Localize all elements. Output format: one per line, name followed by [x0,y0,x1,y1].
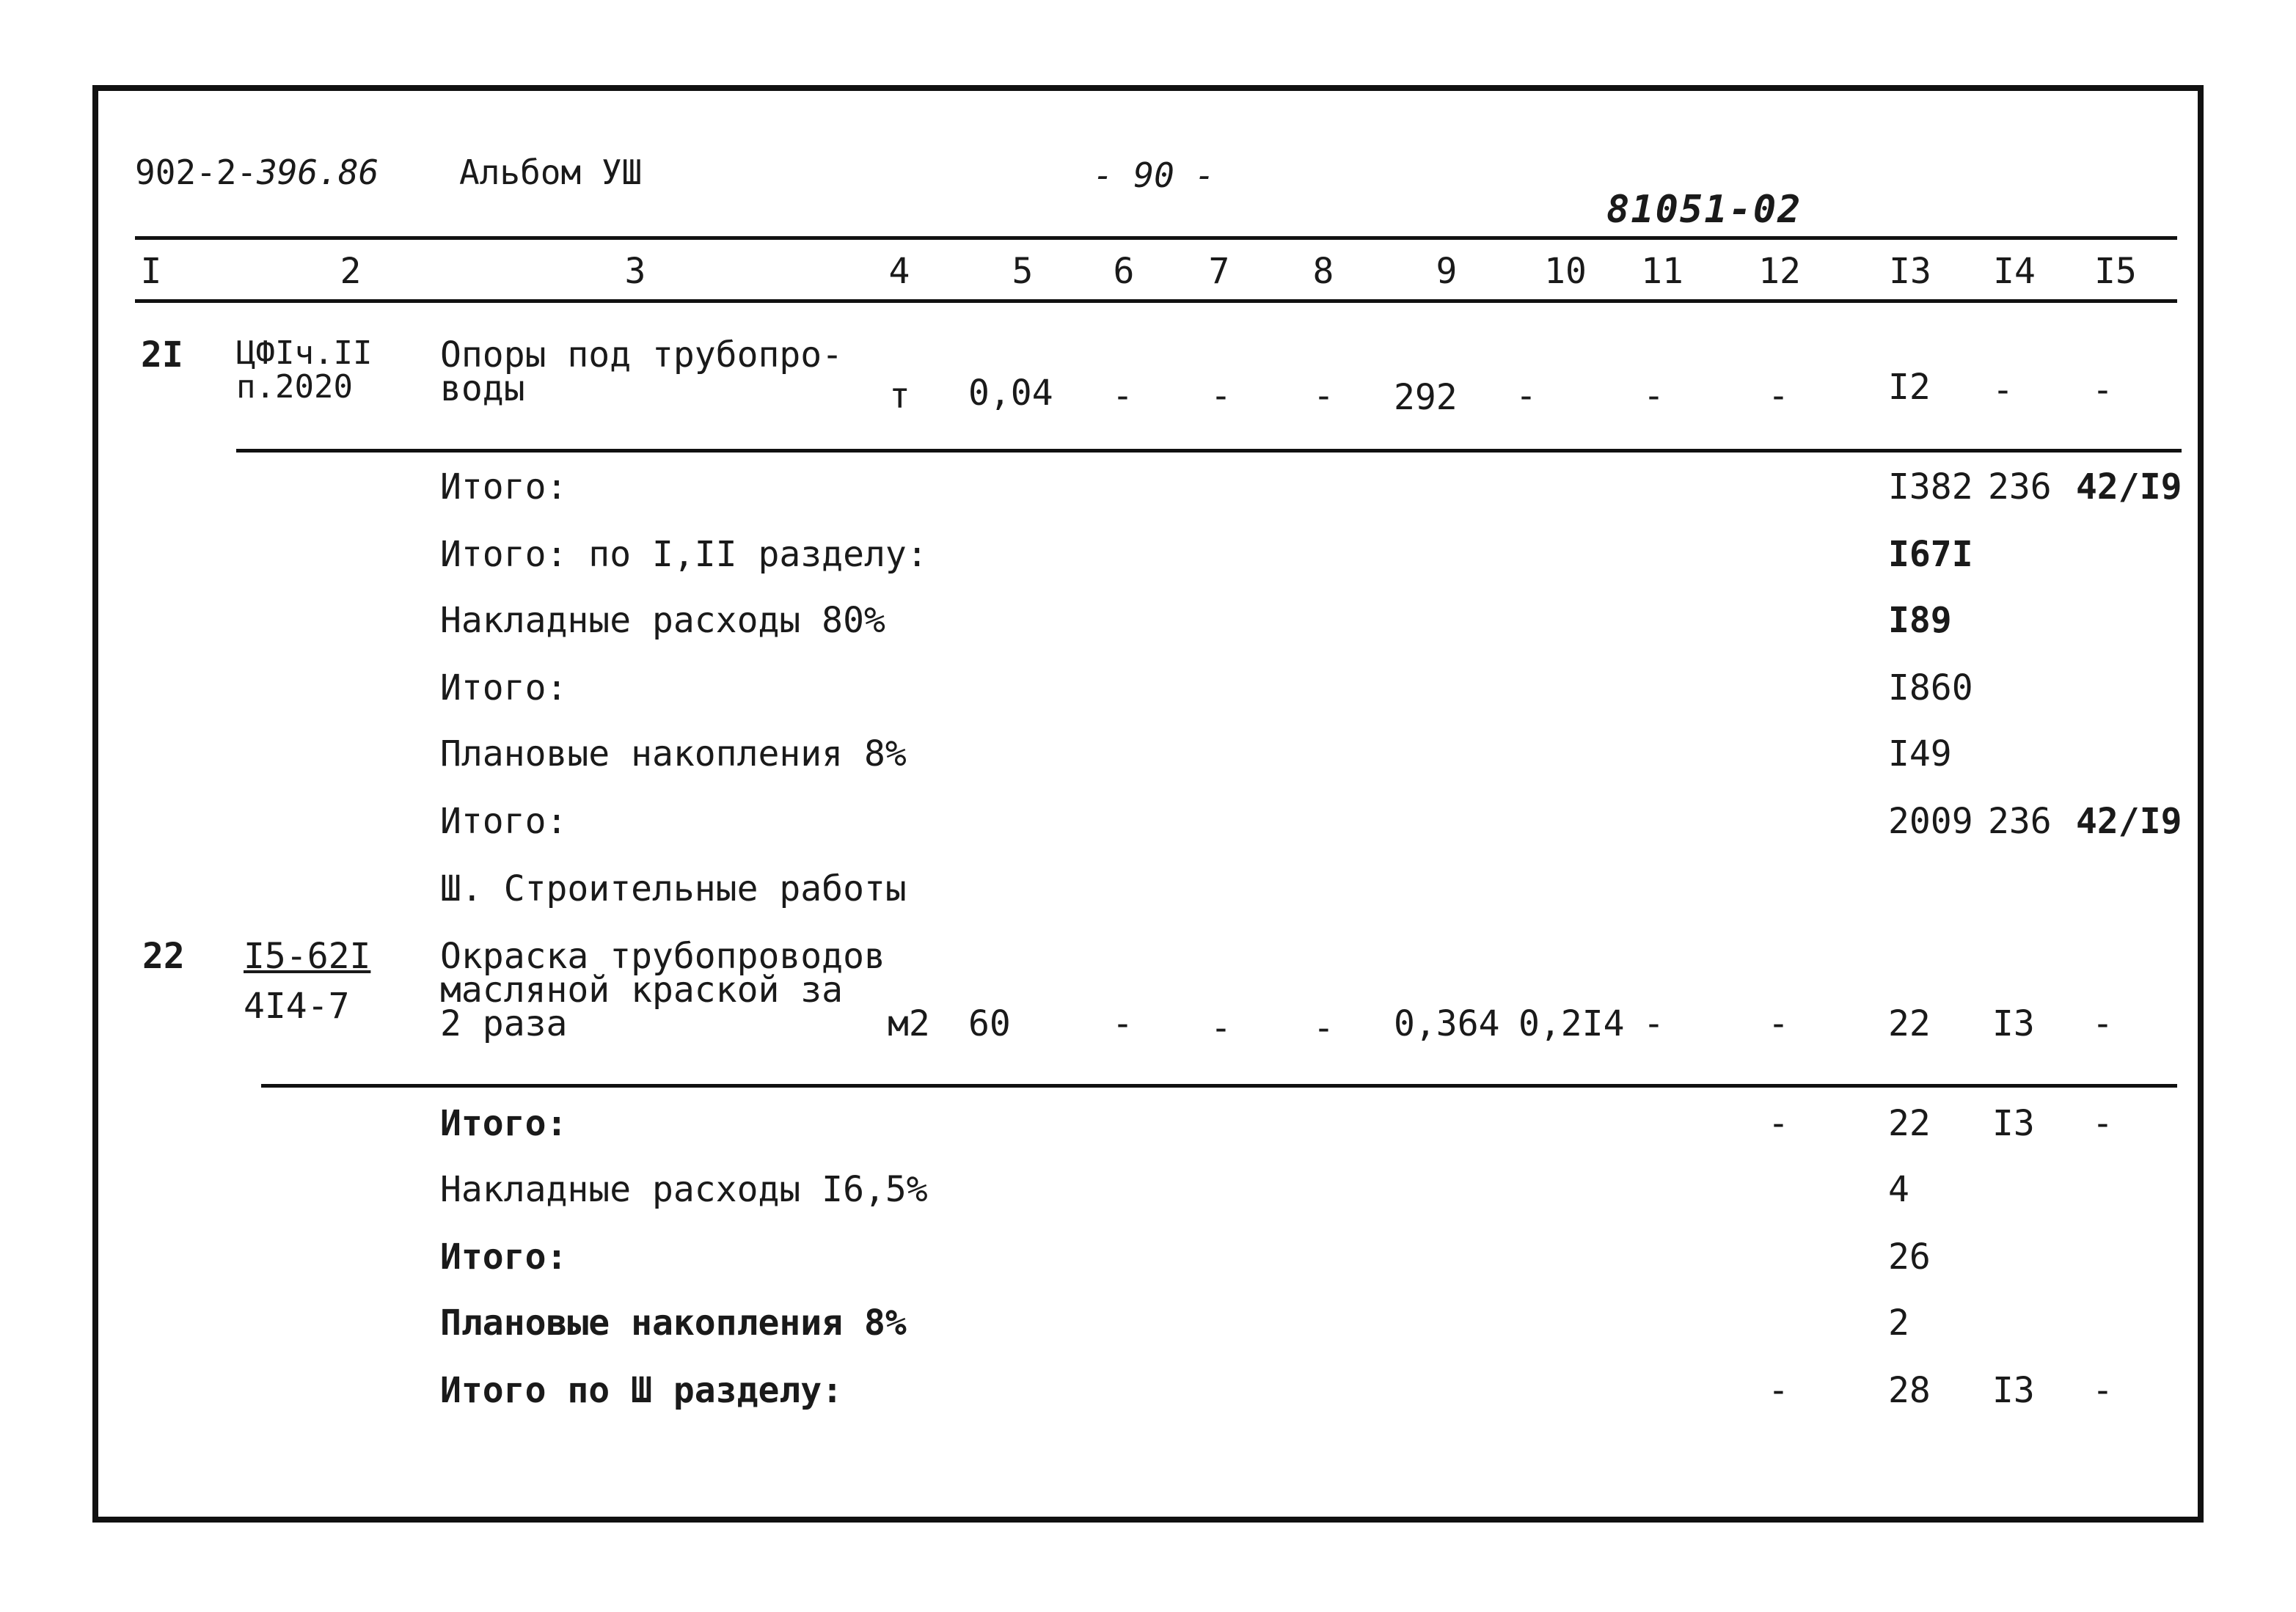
summary-col15: 42/I9 [2076,466,2182,508]
row-col13: 22 [1888,1003,1931,1044]
summary-label: Итого: [440,801,568,842]
row-col11: - [1643,1003,1664,1044]
row-name-line2: масляной краской за [440,970,844,1011]
row-col14: I3 [1992,1003,2035,1044]
summary-col13: I382 [1888,466,1973,508]
col-10: 10 [1544,251,1587,292]
col-7: 7 [1208,251,1230,292]
row-name-line1: Окраска трубопроводов [440,936,885,977]
summary-col15: - [2092,1370,2113,1411]
row-col12: - [1768,375,1789,417]
col-6: 6 [1113,251,1135,292]
row-col10: - [1516,375,1537,417]
summary-col13: 2009 [1888,801,1973,842]
doc-code-prefix: 902-2- [135,153,257,192]
summary-label: Итого: [440,1237,568,1278]
row-col14: - [1992,370,2014,411]
row-quantity: 60 [968,1003,1011,1044]
col-4: 4 [888,251,910,292]
doc-code-handwritten: 396.86 [257,153,379,192]
col-11: 11 [1641,251,1683,292]
summary-col13: 4 [1888,1169,1909,1210]
summary-col14: I3 [1992,1103,2035,1144]
row-number: 22 [142,936,185,977]
header-rule-top [135,236,2177,240]
summary-label: Итого: по I,II разделу: [440,534,928,575]
row21-rule [236,449,2182,453]
summary-label: Накладные расходы I6,5% [440,1169,928,1210]
row-col8: - [1313,375,1334,417]
row-code-line2: 4I4-7 [244,986,350,1027]
summary-col14: I3 [1992,1370,2035,1411]
col-1: I [140,251,162,292]
summary-label: Накладные расходы 80% [440,600,885,641]
row22-rule [261,1084,2177,1088]
row-col6: - [1112,375,1133,417]
summary-col13: I49 [1888,733,1952,774]
row-col15: - [2092,1003,2113,1044]
row-col6: - [1112,1003,1133,1044]
row-col9: 292 [1394,377,1458,418]
row-col11: - [1643,375,1664,417]
col-3: 3 [624,251,646,292]
summary-col13: 26 [1888,1237,1931,1278]
row-col8: - [1313,1008,1334,1049]
album-label: Альбом УШ [459,153,643,192]
doc-code [135,153,379,192]
summary-col12: - [1768,1370,1789,1411]
col-13: I3 [1889,251,1931,292]
row-name-line3: 2 раза [440,1003,568,1044]
row-code-line2: п.2020 [236,368,353,406]
summary-col14: 236 [1988,801,2052,842]
row-number: 2I [141,334,183,375]
row-name-line2: воды [440,368,525,409]
summary-label: Плановые накопления 8% [440,733,907,774]
document-stamp: 81051-02 [1606,188,1802,232]
summary-col13: 2 [1888,1303,1909,1344]
summary-col13: 22 [1888,1103,1931,1144]
row-col12: - [1768,1003,1789,1044]
row-quantity: 0,04 [968,373,1053,414]
row-col10: 0,2I4 [1518,1003,1625,1044]
row-col7: - [1210,375,1232,417]
row-code-line1: I5-62I [244,936,371,977]
summary-col15: - [2092,1103,2113,1144]
summary-col14: 236 [1988,466,2052,508]
summary-col13: I860 [1888,667,1973,708]
summary-label: Итого: [440,667,568,708]
col-8: 8 [1312,251,1334,292]
page-number: - 90 - [1093,155,1215,195]
summary-label: Плановые накопления 8% [440,1303,907,1344]
summary-label: Итого по Ш разделу: [440,1370,844,1411]
summary-col13: I89 [1888,600,1952,641]
row-col9: 0,364 [1394,1003,1500,1044]
summary-label: Итого: [440,466,568,508]
col-2: 2 [340,251,362,292]
summary-col13: I67I [1888,534,1973,575]
col-12: 12 [1758,251,1801,292]
row-name-line1: Опоры под трубопро- [440,334,844,375]
col-5: 5 [1012,251,1034,292]
summary-label: Итого: [440,1103,568,1144]
summary-col15: 42/I9 [2076,801,2182,842]
row-col13: I2 [1888,367,1931,408]
col-9: 9 [1436,251,1458,292]
row-unit: т [889,375,910,417]
row-col15: - [2092,370,2113,411]
summary-col12: - [1768,1103,1789,1144]
section-title: Ш. Строительные работы [440,868,907,909]
header-rule-bottom [135,299,2177,303]
col-15: I5 [2094,251,2137,292]
row-code-line1: ЦФIч.II [236,334,373,372]
col-14: I4 [1993,251,2036,292]
row-col7: - [1210,1008,1232,1049]
summary-col13: 28 [1888,1370,1931,1411]
row-unit: м2 [888,1003,930,1044]
